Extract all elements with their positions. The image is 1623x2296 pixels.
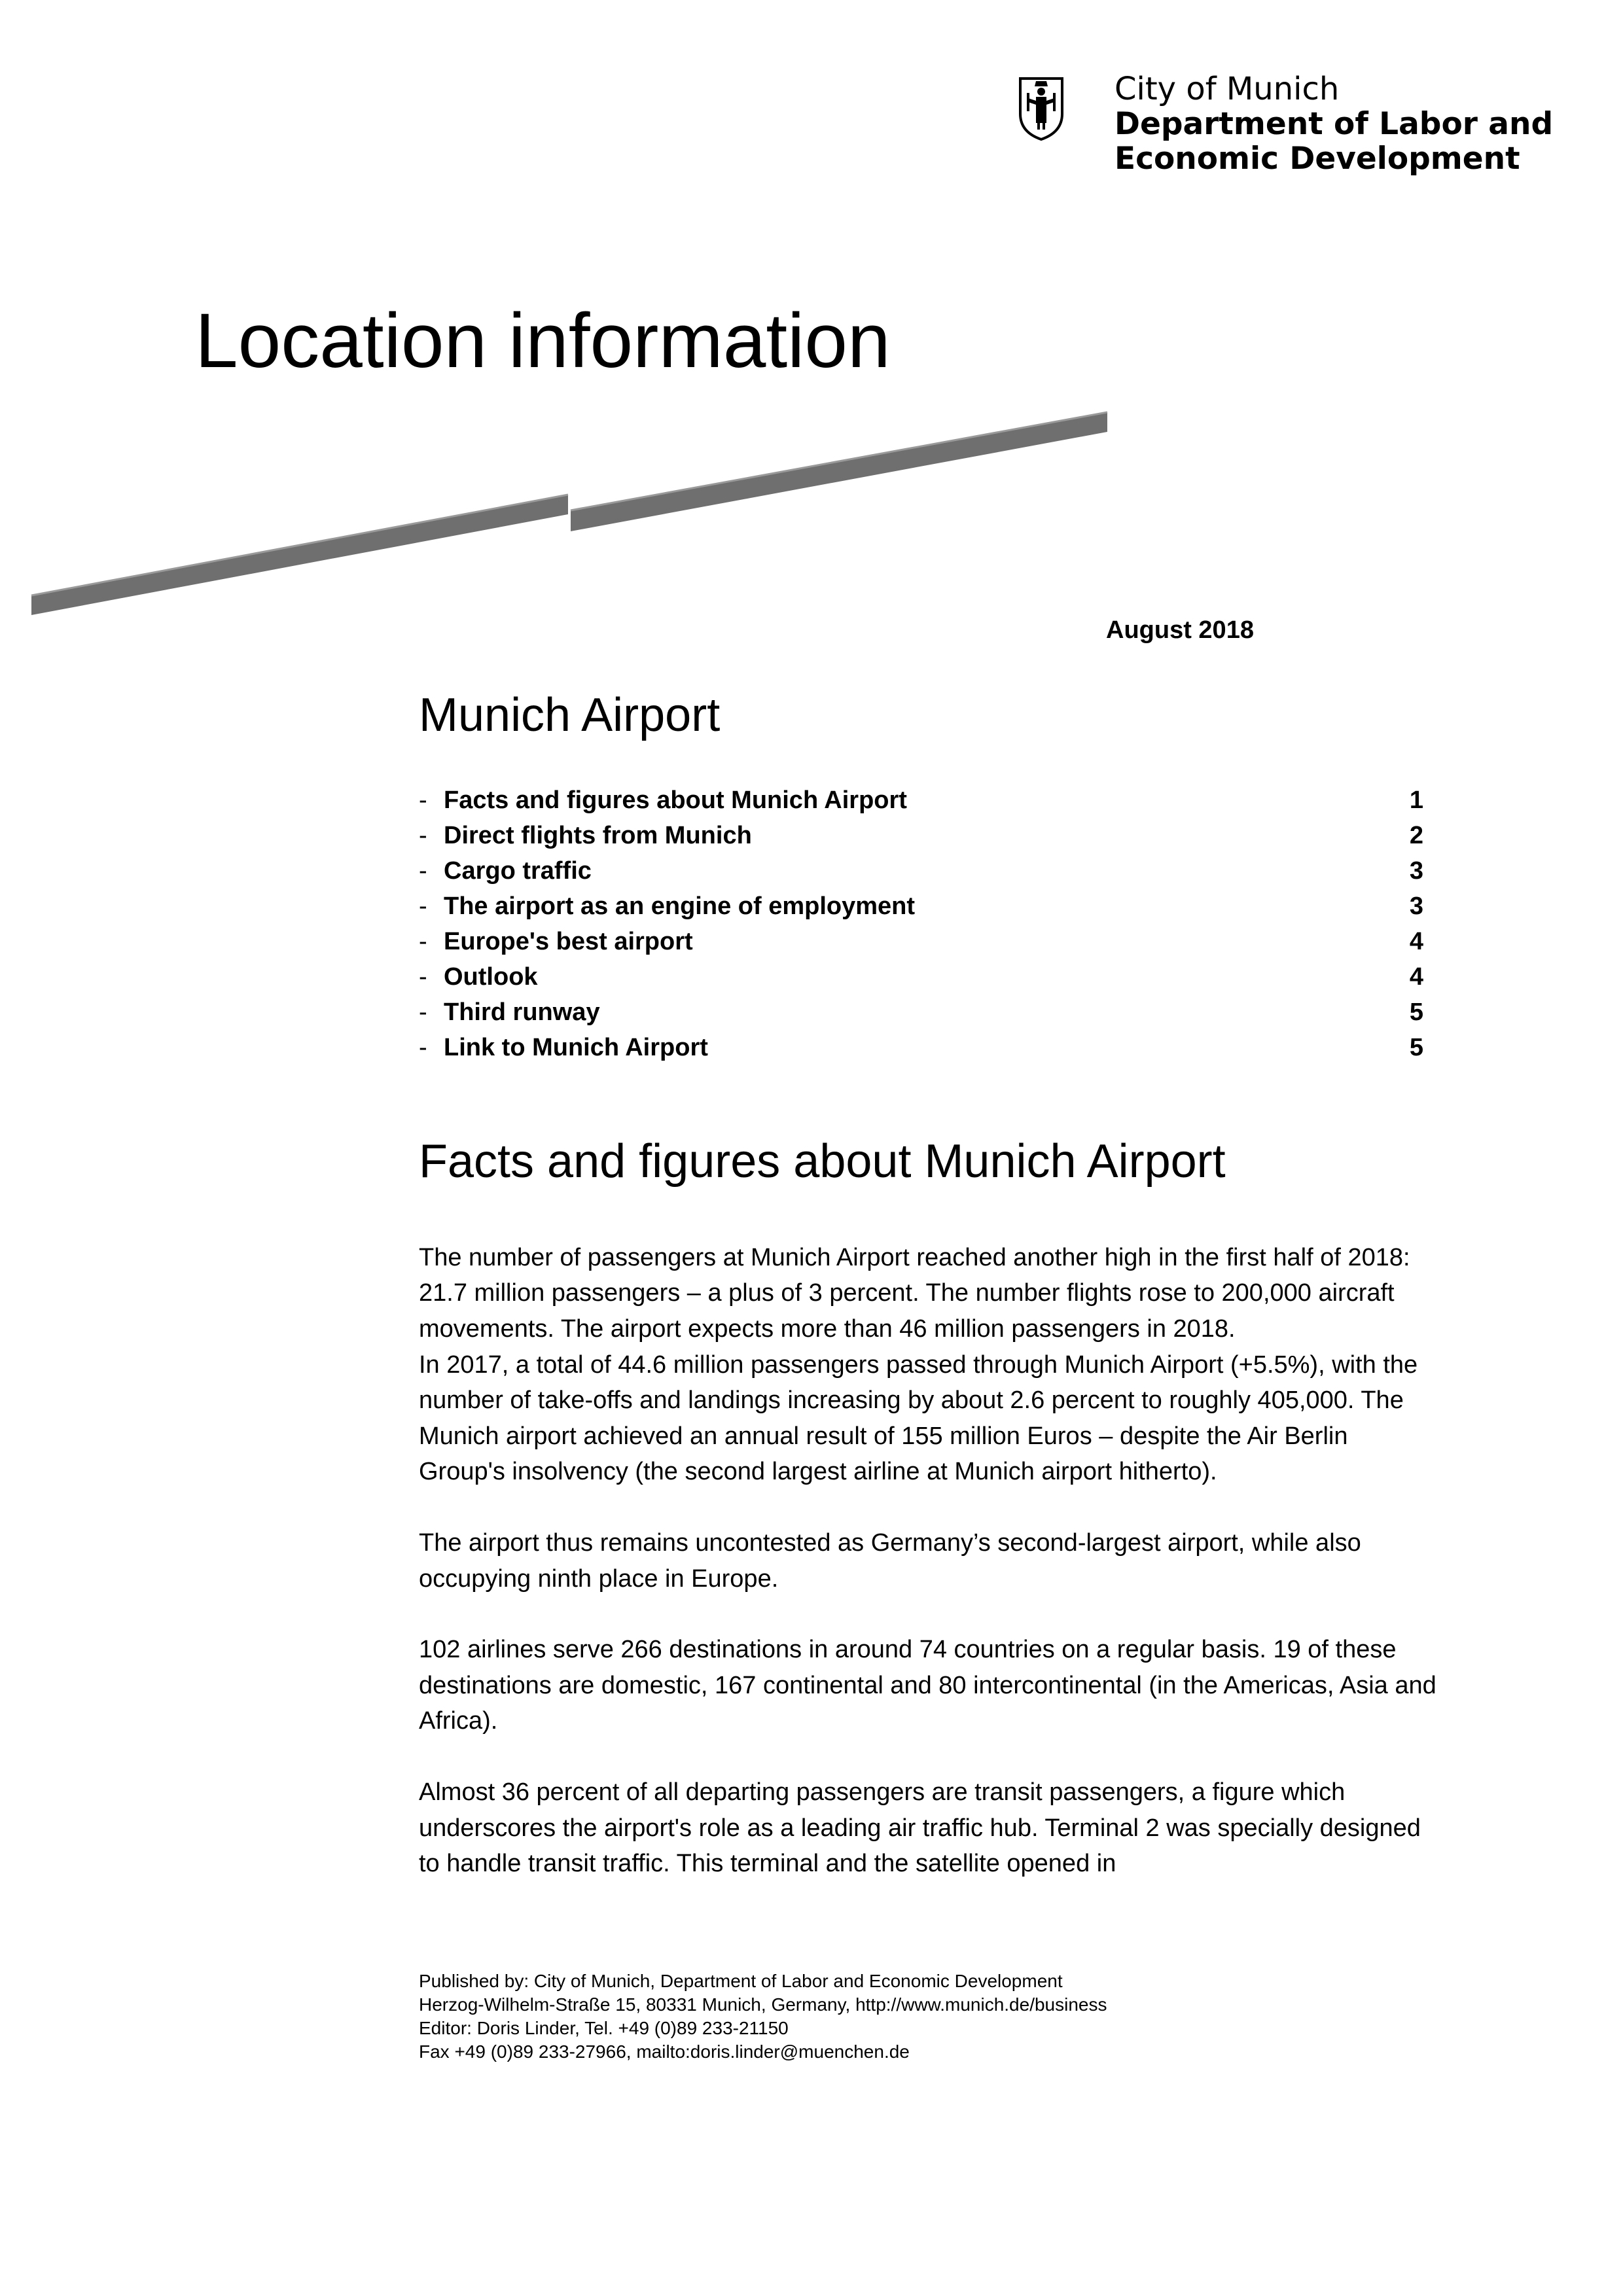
logo-text	[1115, 73, 1553, 178]
toc-label: Link to Munich Airport	[444, 1034, 708, 1062]
toc-page-number: 5	[1409, 1034, 1423, 1062]
toc-label: The airport as an engine of employment	[444, 892, 916, 921]
main-content	[419, 687, 1436, 1882]
toc-page-number: 3	[1409, 857, 1423, 885]
section-title-facts-and-figures: Facts and figures about Munich Airport	[419, 1135, 1226, 1188]
section-title-munich-airport: Munich Airport	[419, 689, 721, 741]
toc-item[interactable]	[419, 889, 1423, 924]
toc-item[interactable]	[419, 853, 1423, 889]
swoosh-highlight-right	[571, 412, 1107, 510]
body-paragraph: The airport thus remains uncontested as Germany’s second-largest airport, while also occupying ninth place in Europe.	[419, 1528, 1361, 1593]
toc-dash: -	[419, 786, 427, 815]
department-name-line1: Department of Labor and	[1115, 106, 1554, 142]
toc-dash: -	[419, 892, 427, 921]
body-paragraph: In 2017, a total of 44.6 million passengers passed through Munich Airport (+5.5%), with the number of take-offs and landings increasing by about 2.6 percent to roughly 405,000. The Munich airport achieved an annual result of 155 million Euros – despite the Air Berlin Group's insolvency (the second largest airline at Munich airport hitherto).	[419, 1351, 1418, 1486]
department-name-line2: Economic Development	[1115, 141, 1520, 177]
toc-item[interactable]	[419, 959, 1423, 995]
swoosh-stripe-right	[571, 412, 1107, 531]
toc-page-number: 4	[1409, 963, 1423, 991]
toc-dash: -	[419, 998, 427, 1027]
toc-dash: -	[419, 963, 427, 991]
toc-label: Europe's best airport	[444, 928, 693, 956]
munich-crest-icon	[1018, 76, 1065, 141]
footer-address: Herzog-Wilhelm-Straße 15, 80331 Munich, Germany, http://www.munich.de/business	[419, 1994, 1107, 2015]
decorative-swoosh	[0, 399, 1126, 622]
body-paragraph: Almost 36 percent of all departing passengers are transit passengers, a figure which underscores the airport's role as a leading air traffic hub. Terminal 2 was specially designed to handle transit traffic. This terminal and the satellite opened in	[419, 1778, 1421, 1878]
toc-page-number: 4	[1409, 928, 1423, 956]
toc-item[interactable]	[419, 995, 1423, 1030]
toc-item[interactable]	[419, 818, 1423, 853]
toc-label: Third runway	[444, 998, 600, 1027]
document-date: August 2018	[1106, 616, 1254, 644]
toc-label: Cargo traffic	[444, 857, 592, 885]
toc-page-number: 5	[1409, 998, 1423, 1027]
body-paragraph: The number of passengers at Munich Airport reached another high in the first half of 2018: 21.7 million passengers – a plus of 3 percent. The number flights rose to 200,000 aircraft movements. The airport expects more than 46 million passengers in 2018.	[419, 1243, 1410, 1343]
toc-item[interactable]	[419, 924, 1423, 959]
toc-item[interactable]	[419, 783, 1423, 818]
body-paragraph: 102 airlines serve 266 destinations in around 74 countries on a regular basis. 19 of these destinations are domestic, 167 continental and 80 intercontinental (in the Americas, Asia and Africa).	[419, 1636, 1436, 1735]
toc-page-number: 1	[1409, 786, 1423, 815]
toc-label: Direct flights from Munich	[444, 822, 752, 850]
toc-dash: -	[419, 822, 427, 850]
swoosh-highlight-left	[31, 495, 568, 595]
table-of-contents	[419, 783, 1423, 1065]
toc-label: Outlook	[444, 963, 538, 991]
footer-publisher: Published by: City of Munich, Department of Labor and Economic Development	[419, 1971, 1063, 1991]
toc-dash: -	[419, 1034, 427, 1062]
toc-page-number: 2	[1409, 822, 1423, 850]
footer-editor: Editor: Doris Linder, Tel. +49 (0)89 233-21150	[419, 2018, 789, 2038]
header-logo	[1018, 73, 1554, 185]
swoosh-stripe-left	[31, 495, 568, 615]
document-title: Location information	[195, 298, 891, 384]
toc-item[interactable]	[419, 1030, 1423, 1065]
footer-fax-email: Fax +49 (0)89 233-27966, mailto:doris.linder@muenchen.de	[419, 2041, 910, 2062]
toc-page-number: 3	[1409, 892, 1423, 921]
publisher-footer	[419, 1969, 1107, 2064]
toc-dash: -	[419, 928, 427, 956]
toc-dash: -	[419, 857, 427, 885]
city-name: City of Munich	[1115, 71, 1340, 107]
toc-label: Facts and figures about Munich Airport	[444, 786, 907, 815]
